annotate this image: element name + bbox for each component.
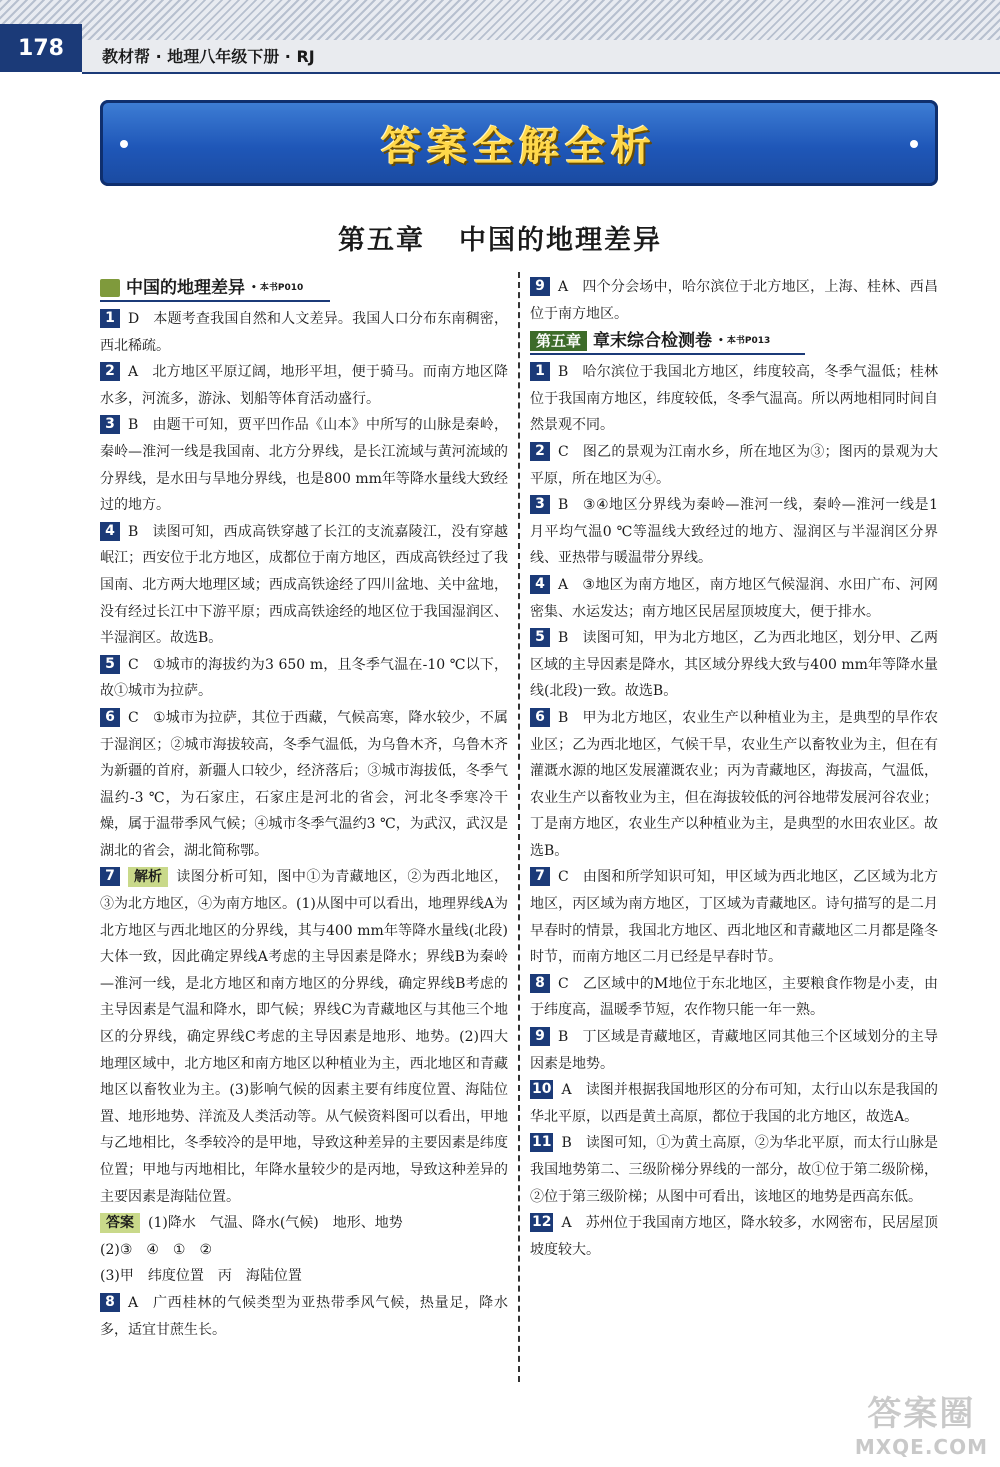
item-text: 读图并根据我国地形区的分布可知，太行山以东是我国的华北平原，以西是黄土高原，都位于我国的北方地区，故选A。 — [530, 1082, 938, 1125]
item-option: A — [561, 1215, 572, 1232]
item-number: 7 — [100, 867, 120, 886]
item-number: 11 — [532, 1134, 552, 1151]
answer-item — [100, 652, 508, 705]
answer-item — [530, 971, 938, 1024]
item-text: ①城市为拉萨，其位于西藏，气候高寒，降水较少，不属于湿润区；②城市海拔较高，冬季气温低，为乌鲁木齐，乌鲁木齐为新疆的首府，新疆人口较少，经济落后；③城市海拔低，冬季气温约-3 ℃，为石家庄，石家庄是河北的省会，河北冬季寒冷干燥，属于温带季风气候；④城市冬季气温约3 ℃，为武汉，武汉是湖北的省会，湖北简称鄂。 — [100, 709, 508, 859]
answer-item — [530, 1130, 938, 1210]
banner-dot-left — [120, 140, 128, 148]
chapter-name: 中国的地理差异 — [459, 225, 662, 256]
answer-item — [530, 625, 938, 705]
item-text: 北方地区平原辽阔，地形平坦，便于骑马。而南方地区降水多，河流多，游泳、划船等体育活动盛行。 — [100, 364, 508, 407]
item-number: 2 — [100, 362, 120, 381]
answer-item — [530, 1210, 938, 1263]
item-option: C — [128, 709, 139, 726]
answer-item — [100, 359, 508, 412]
item-option: A — [558, 279, 569, 295]
answer-item — [530, 705, 938, 865]
item-number: 6 — [100, 708, 120, 727]
item-text: ③④地区分界线为秦岭—淮河一线，秦岭—淮河一线是1月平均气温0 ℃等温线大致经过的地方、湿润区与半湿润区分界线、亚热带与暖温带分界线。 — [530, 497, 938, 567]
item-number: 8 — [100, 1293, 120, 1312]
item-number: 1 — [530, 362, 550, 381]
left-column — [100, 274, 508, 1343]
item-text: 读图可知，西成高铁穿越了长江的支流嘉陵江，没有穿越岷江；西安位于北方地区，成都位于南方地区，西成高铁经过了我国南、北方两大地理区域；西成高铁途经了四川盆地、关中盆地，没有经过长江中下游平原；西成高铁途经的地区位于我国湿润区、半湿润区。故选B。 — [100, 523, 508, 647]
item-number: 1 — [100, 309, 120, 328]
banner-dot-right — [910, 140, 918, 148]
section-mark-icon — [100, 279, 120, 297]
section-badge: 第五章 — [530, 331, 587, 351]
item-text: 丁区域是青藏地区，青藏地区同其他三个区域划分的主导因素是地势。 — [530, 1029, 938, 1072]
item-option: C — [558, 869, 569, 886]
item-option: C — [128, 656, 139, 673]
item-number: 6 — [530, 708, 550, 727]
item-text: 读图可知，甲为北方地区，乙为西北地区，划分甲、乙两区域的主导因素是降水，其区域分界线大致与400 mm年等降水量线(北段)一致。故选B。 — [530, 630, 938, 700]
item-text: 由题干可知，贾平凹作品《山本》中所写的山脉是秦岭，秦岭—淮河一线是我国南、北方分界线，是长江流域与黄河流域的分界线，是水田与旱地分界线，也是800 mm年等降水量线大致经过的地方。 — [100, 417, 508, 514]
item-option: B — [558, 709, 569, 726]
item-text: 甲为北方地区，农业生产以种植业为主，是典型的旱作农业区；乙为西北地区，气候干旱，农业生产以畜牧业为主，但在有灌溉水源的地区发展灌溉农业；丙为青藏地区，海拔高，气温低，农业生产以畜牧业为主，但在海拔较低的河谷地带发展河谷农业；丁是南方地区，农业生产以种植业为主，是典型的水田农业区。故选B。 — [530, 709, 938, 859]
analysis-tag: 解析 — [128, 867, 168, 887]
section-header-left — [100, 276, 330, 302]
item-option: B — [558, 364, 569, 381]
item-text: 读图可知，①为黄土高原，②为华北平原，而太行山脉是我国地势第二、三级阶梯分界线的一部分，故①位于第二级阶梯，②位于第三级阶梯；从图中可看出，该地区的地势是西高东低。 — [530, 1135, 938, 1205]
item-option: B — [558, 497, 569, 514]
item-option: B — [128, 417, 139, 434]
answer-tag: 答案 — [100, 1213, 140, 1233]
section-ref: • 本书P013 — [718, 335, 771, 346]
answer-item — [100, 705, 508, 865]
answer-item — [530, 359, 938, 439]
item-number: 8 — [530, 974, 550, 993]
answer-item — [100, 519, 508, 652]
item-text: ①城市的海拔约为3 650 m，且冬季气温在-10 ℃以下，故①城市为拉萨。 — [100, 656, 508, 700]
column-divider — [518, 272, 520, 1382]
section-header-right — [530, 329, 805, 355]
chapter-heading — [0, 218, 1000, 257]
item-option: C — [558, 975, 569, 992]
item-text: 图乙的景观为江南水乡，所在地区为③；图丙的景观为大平原，所在地区为④。 — [530, 443, 938, 487]
answer-item — [530, 1024, 938, 1077]
item-option: B — [128, 523, 139, 540]
book-title: 教材帮 · 地理八年级下册 · RJ — [102, 47, 315, 66]
answer-item — [530, 274, 938, 327]
answer-item — [530, 1077, 938, 1130]
watermark-line2: MXQE.COM — [854, 1435, 988, 1459]
chapter-number: 第五章 — [338, 225, 425, 256]
section-title: 中国的地理差异 — [126, 277, 245, 298]
item-text: 由图和所学知识可知，甲区域为西北地区，乙区域为北方地区，丙区域为南方地区，丁区域为青藏地区。诗句描写的是二月早春时的情景，我国北方地区、西北地区和青藏地区二月都是隆冬时节，而南方地区二月已经是早春时节。 — [530, 869, 938, 966]
item-text: 苏州位于我国南方地区，降水较多，水网密布，民居屋顶坡度较大。 — [530, 1215, 938, 1258]
answer-item — [100, 864, 508, 1210]
section-ref: • 本书P010 — [251, 282, 304, 293]
answer-item — [530, 572, 938, 625]
item-text: 读图分析可知，图中①为青藏地区，②为西北地区，③为北方地区，④为南方地区。(1)从图中可以看出，地理界线A为北方地区与西北地区的分界线，其与400 mm年等降水量线(北段)大体一致，因此确定界线A考虑的主导因素是降水；界线B为秦岭—淮河一线，是北方地区和南方地区的分界线，确定界线B考虑的主导因素是气温和降水，即气候；界线C为青藏地区与其他三个地区的分界线，确定界线C考虑的主导因素是地形、地势。(2)四大地理区域中，北方地区和南方地区以种植业为主，西北地区和青藏地区以畜牧业为主。(3)影响气候的因素主要有纬度位置、海陆位置、地形地势、洋流及人类活动等。从气候资料图可以看出，甲地与乙地相比，冬季较冷的是甲地，导致这种差异的主要因素是纬度位置；甲地与丙地相比，年降水量较少的是丙地，导致这种差异的主要因素是海陆位置。 — [100, 869, 508, 1205]
answer-item — [530, 864, 938, 970]
item-number: 7 — [530, 867, 550, 886]
banner-title: 答案全解全析 — [381, 123, 657, 170]
item-text: 乙区域中的M地位于东北地区，主要粮食作物是小麦，由于纬度高，温暖季节短，农作物只能一年一熟。 — [530, 975, 938, 1019]
answer-text: (1)降水 气温、降水(气候) 地形、地势 — [148, 1215, 403, 1232]
item-number: 10 — [532, 1081, 552, 1098]
item-number: 3 — [100, 415, 120, 434]
header-pattern — [0, 0, 1000, 40]
item-text: 四个分会场中，哈尔滨位于北方地区，上海、桂林、西昌位于南方地区。 — [530, 279, 938, 322]
watermark-line1: 答案圈 — [867, 1394, 976, 1434]
item-text: 哈尔滨位于我国北方地区，纬度较高，冬季气温低；桂林位于我国南方地区，纬度较低，冬季气温高。所以两地相同时间自然景观不同。 — [530, 364, 938, 434]
item-number: 5 — [530, 628, 550, 647]
right-column — [530, 274, 938, 1263]
page-header — [0, 0, 1000, 72]
item-text: 广西桂林的气候类型为亚热带季风气候，热量足，降水多，适宜甘蔗生长。 — [100, 1294, 508, 1338]
item-option: D — [128, 311, 140, 327]
item-option: B — [558, 1029, 569, 1046]
item-text: ③地区为南方地区，南方地区气候湿润、水田广布、河网密集、水运发达；南方地区民居屋顶坡度大，便于排水。 — [530, 576, 938, 620]
title-banner — [100, 100, 938, 186]
section-title: 章末综合检测卷 — [593, 330, 713, 351]
answer-item — [100, 412, 508, 518]
item-text: 本题考查我国自然和人文差异。我国人口分布东南稠密，西北稀疏。 — [100, 311, 508, 354]
answer-line: (2)③ ④ ① ② — [100, 1241, 213, 1258]
page-number: 178 — [0, 24, 82, 72]
answer-item — [100, 1290, 508, 1343]
answer-line — [100, 1210, 508, 1237]
answer-line: (3)甲 纬度位置 丙 海陆位置 — [100, 1268, 302, 1285]
item-number: 4 — [100, 522, 120, 541]
answer-item — [100, 306, 508, 359]
item-option: A — [128, 364, 139, 381]
item-option: B — [561, 1135, 572, 1152]
item-option: C — [558, 443, 569, 460]
item-option: A — [561, 1082, 572, 1099]
item-number: 9 — [530, 1027, 550, 1046]
header-rule — [82, 72, 1000, 74]
watermark — [855, 1386, 988, 1459]
answer-item — [530, 492, 938, 572]
item-option: B — [558, 630, 569, 647]
item-option: A — [128, 1294, 139, 1311]
item-option: A — [558, 576, 569, 593]
item-number: 12 — [532, 1214, 552, 1231]
item-number: 9 — [530, 277, 550, 296]
answer-item — [530, 439, 938, 492]
item-number: 5 — [100, 655, 120, 674]
item-number: 4 — [530, 575, 550, 594]
item-number: 3 — [530, 495, 550, 514]
item-number: 2 — [530, 442, 550, 461]
